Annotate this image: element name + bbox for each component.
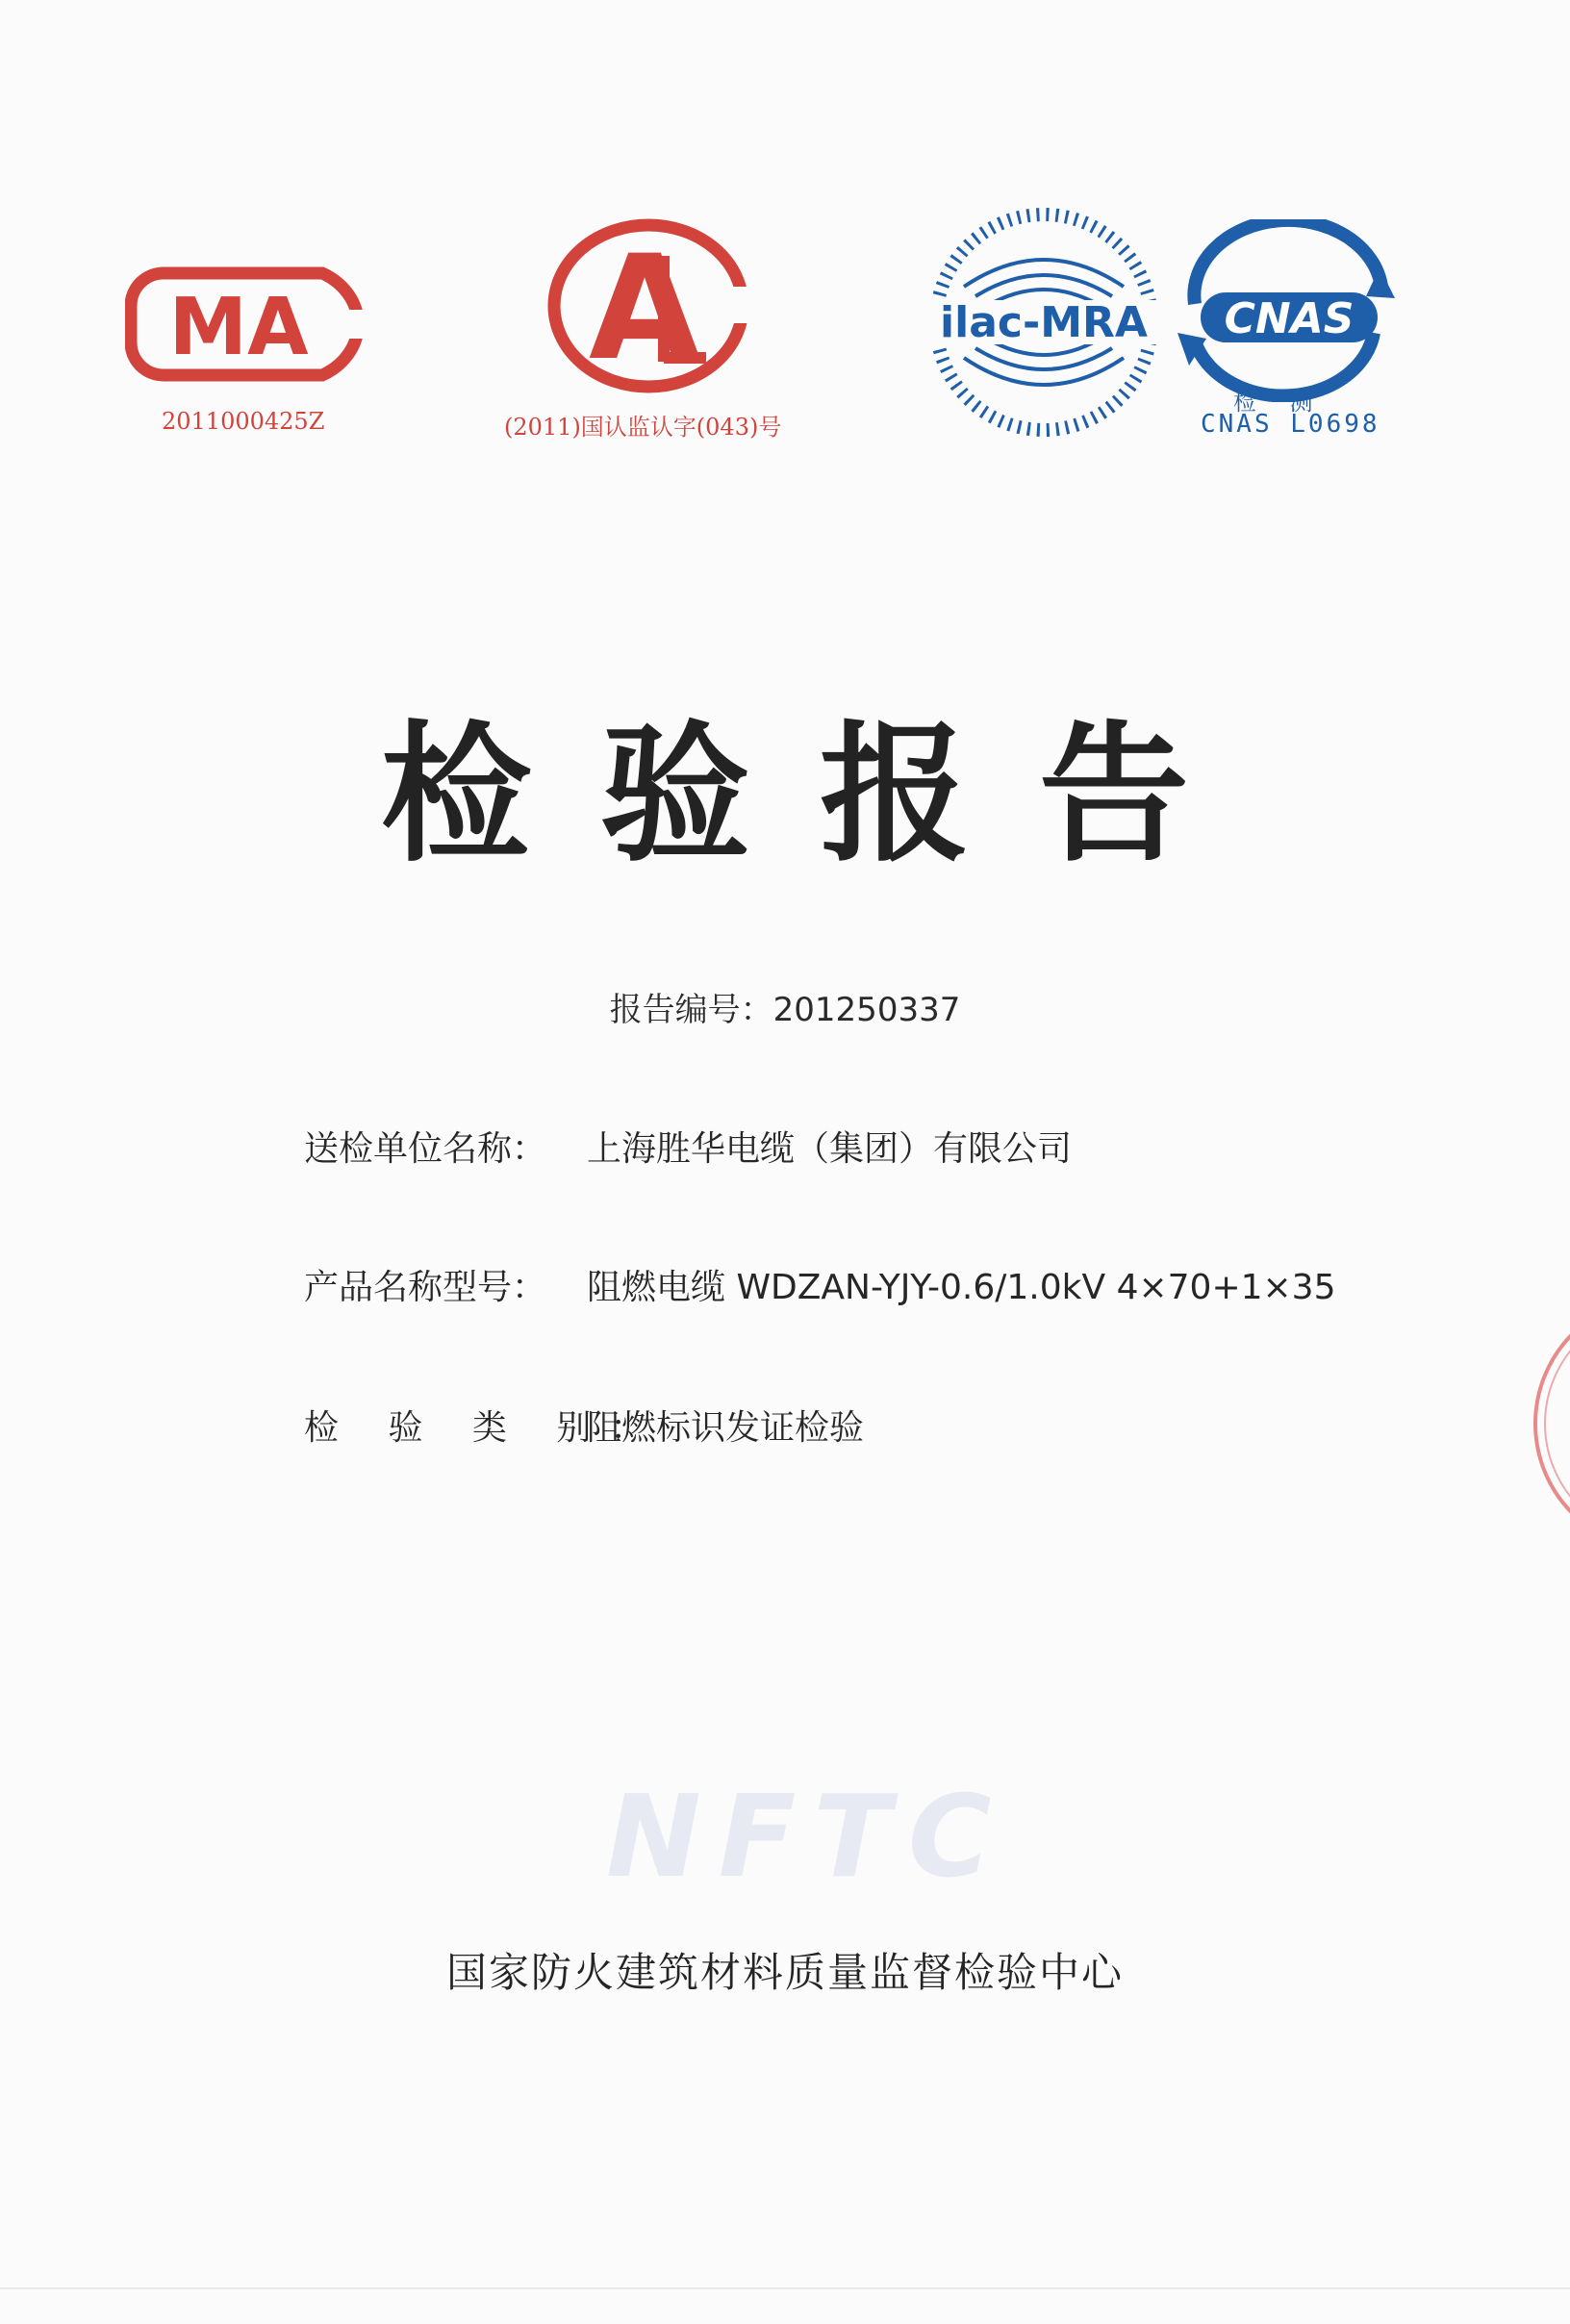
cal-logo-text: A [588, 225, 701, 392]
field-value: 阻燃电缆 WDZAN-YJY-0.6/1.0kV 4×70+1×35 [587, 1268, 1336, 1307]
seal-stamp-icon [1518, 1327, 1570, 1524]
report-number: 报告编号：201250337 [609, 991, 961, 1029]
report-title: 检验报告 [381, 707, 1258, 882]
cma-logo-text: MA [168, 282, 309, 373]
cnas-logo [1176, 219, 1397, 402]
field-value: 上海胜华电缆（集团）有限公司 [587, 1129, 1073, 1169]
cnas-sub: 检 测 [1233, 389, 1323, 416]
field-value: 阻燃标识发证检验 [587, 1408, 865, 1448]
issuer-name: 国家防火建筑材料质量监督检验中心 [445, 1949, 1124, 1996]
field-row-client [304, 1122, 1072, 1171]
cnas-logo-text: CNAS [1224, 294, 1355, 343]
cma-caption: 2011000425Z [162, 408, 325, 435]
nftc-watermark: NFTC [606, 1770, 1009, 1903]
field-row-category [304, 1401, 864, 1450]
cal-logo [544, 217, 760, 394]
cal-caption: (2011)国认监认字(043)号 [504, 414, 782, 441]
field-label: 检 验 类 别： [304, 1408, 665, 1448]
field-label: 送检单位名称： [304, 1129, 547, 1169]
cnas-caption: CNAS L0698 [1201, 410, 1380, 439]
ilac-mra-logo [925, 204, 1162, 441]
field-label: 产品名称型号： [304, 1268, 547, 1307]
ilac-mra-text: ilac-MRA [940, 298, 1148, 347]
cma-logo [125, 252, 375, 396]
bottom-divider [0, 2287, 1570, 2289]
field-row-product [304, 1260, 1335, 1309]
